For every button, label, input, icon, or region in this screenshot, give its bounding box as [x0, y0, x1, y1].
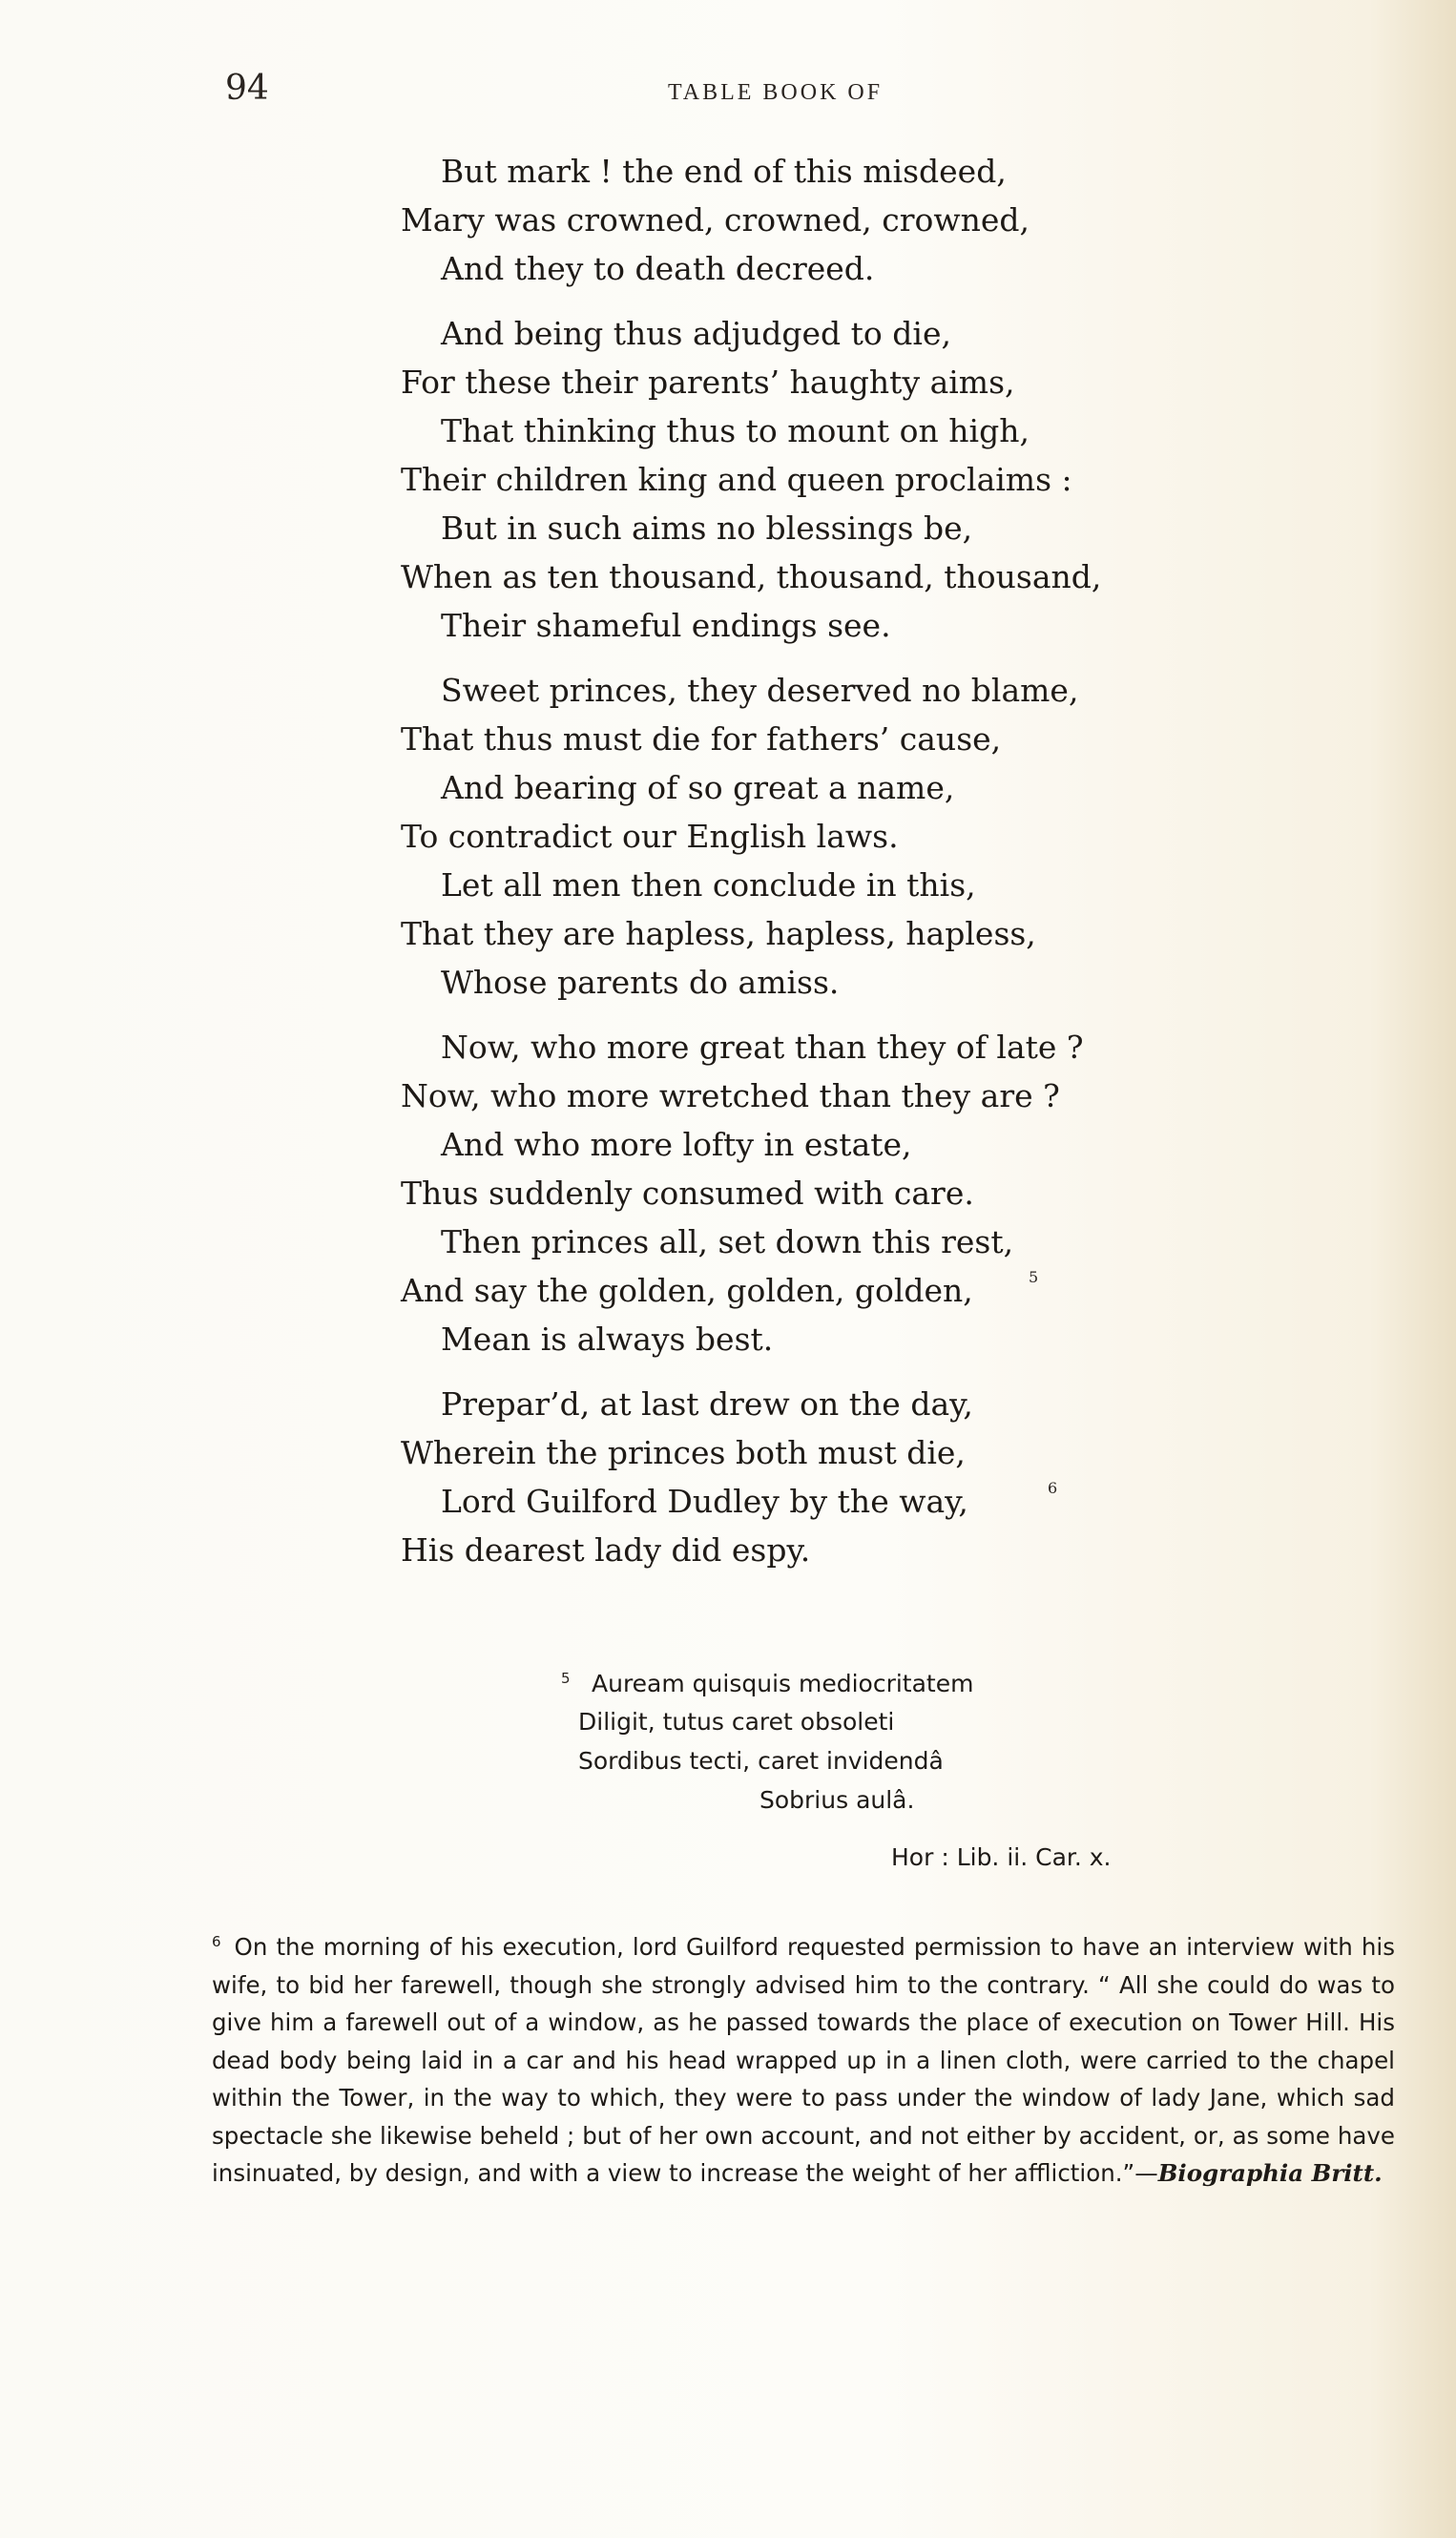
poem-line: That thinking thus to mount on high,: [441, 412, 1030, 449]
poem-line: Sweet princes, they deserved no blame,: [441, 672, 1079, 709]
poem-line: His dearest lady did espy.: [401, 1531, 811, 1569]
latin-line: Sobrius aulâ.: [759, 1786, 915, 1814]
footnote-6-text: On the morning of his execution, lord Guilford requested permission to have an interview with his wife, to bid her farewell, though she strongly advised him to the contrary. “ All she could do was to give him a farewell out of a window, as he passed towards the place of execution on Tower Hill. His dead body being laid in a car and his head wrapped up in a linen cloth, were carried to the chapel within the Tower, in the way to which, they were to pass under the window of lady Jane, which sad spectacle she likewise beheld ; but of her own account, and not either by accident, or, as some have insinuated, by design, and with a view to increase the weight of her affliction.”—: [212, 1933, 1395, 2187]
poem-line: Now, who more wretched than they are ?: [401, 1077, 1060, 1114]
poem-line: Their children king and queen proclaims :: [401, 461, 1072, 498]
latin-line: Diligit, tutus caret obsoleti: [578, 1708, 895, 1736]
poem-line: That they are hapless, hapless, hapless,: [401, 915, 1036, 952]
footnote-6-attribution: Biographia Britt.: [1157, 2159, 1383, 2187]
poem-line: But mark ! the end of this misdeed,: [441, 153, 1007, 190]
poem-line: And they to death decreed.: [441, 250, 875, 287]
footnote-6-number: 6: [212, 1933, 221, 1950]
poem-line: Now, who more great than they of late ?: [441, 1029, 1084, 1066]
page-number: 94: [225, 69, 269, 108]
poem-line: To contradict our English laws.: [401, 818, 899, 855]
footnote-6: [212, 1924, 1395, 2193]
poem-line: Then princes all, set down this rest,: [441, 1223, 1014, 1260]
poem-line: Wherein the princes both must die,: [401, 1434, 966, 1471]
poem-line: And being thus adjudged to die,: [441, 315, 951, 352]
poem-line: When as ten thousand, thousand, thousand,: [401, 558, 1102, 595]
poem-line: Let all men then conclude in this,: [441, 866, 976, 904]
latin-line: Auream quisquis mediocritatem: [592, 1670, 974, 1697]
footnote-ref-6: 6: [1048, 1479, 1058, 1497]
poem-line: Mary was crowned, crowned, crowned,: [401, 201, 1030, 239]
poem-line: Prepar’d, at last drew on the day,: [441, 1385, 973, 1423]
poem-line: But in such aims no blessings be,: [441, 510, 973, 547]
poem-line: Thus suddenly consumed with care.: [401, 1175, 974, 1212]
footnote-ref-5: 5: [1029, 1268, 1039, 1286]
poem-line: Mean is always best.: [441, 1321, 774, 1358]
footnote-5-number: 5: [561, 1670, 571, 1687]
poem-line: And who more lofty in estate,: [441, 1126, 912, 1163]
poem-line: And say the golden, golden, golden,: [401, 1272, 973, 1309]
poem-line: For these their parents’ haughty aims,: [401, 364, 1015, 401]
poem-line: Whose parents do amiss.: [441, 964, 840, 1001]
poem-line: That thus must die for fathers’ cause,: [401, 720, 1002, 758]
poem-line: Lord Guilford Dudley by the way,: [441, 1483, 968, 1520]
poem-line: And bearing of so great a name,: [441, 769, 955, 806]
poem-line: Their shameful endings see.: [441, 607, 891, 644]
latin-line: Sordibus tecti, caret invidendâ: [578, 1747, 944, 1775]
running-head: TABLE BOOK OF: [668, 80, 884, 105]
citation: Hor : Lib. ii. Car. x.: [891, 1843, 1112, 1871]
